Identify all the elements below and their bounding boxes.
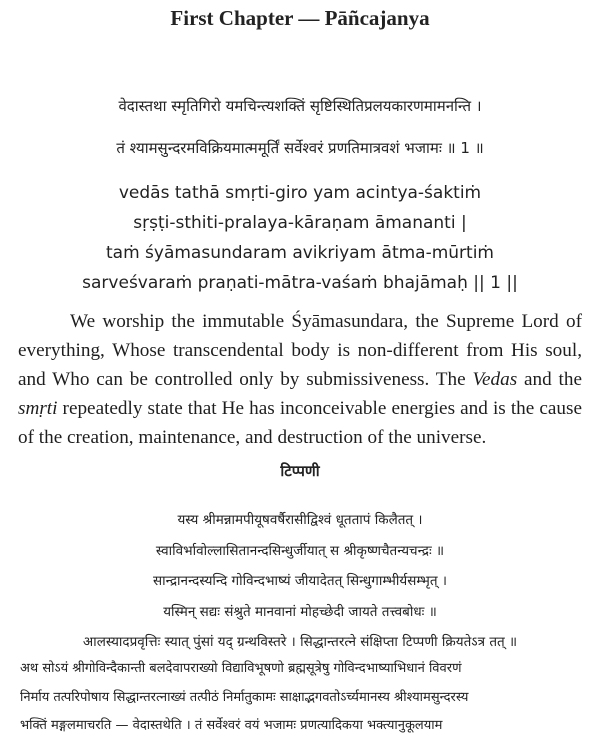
vedas-italic: Vedas	[472, 369, 518, 390]
commentary-verse-line-2: स्वाविर्भावोल्लासितानन्दसिन्धुर्जीयात् स श्रीकृष्णचैतन्यचन्द्रः ॥	[155, 542, 445, 559]
verse-translation	[18, 307, 582, 452]
commentary-verse-line-4: यस्मिन् सद्यः संश्रुते मानवानां मोहच्छेदी जायते तत्त्वबोधः ॥	[163, 603, 437, 620]
commentary-verses	[0, 505, 600, 658]
verse-transliteration	[0, 178, 600, 298]
translation-line-1: We worship the immutable Śyāmasundara, the Supreme Lord of	[70, 311, 582, 332]
commentary-heading: टिप्पणी	[280, 462, 320, 480]
commentary-verse-line-3: सान्द्रानन्दस्यन्दि गोविन्दभाष्यं जीयादेतत् सिन्धुगाम्भीर्यसम्भृत् ।	[153, 573, 447, 589]
transliteration-line-2: sṛṣṭi-sthiti-pralaya-kāraṇam āmananti |	[133, 213, 467, 233]
verse-sanskrit-line-2: तं श्यामसुन्दरमविक्रियमात्ममूर्तिं सर्वेश्वरं प्रणतिमात्रवशं भजामः ॥ 1 ॥	[116, 139, 484, 157]
verse-sanskrit-line-1: वेदास्तथा स्मृतिगिरो यमचिन्त्यशक्तिं सृष्टिस्थितिप्रलयकारणमामनन्ति ।	[118, 97, 482, 115]
commentary-prose-line-3: भक्तिं मङ्गलमाचरति — वेदास्तथेति । तं सर्वेश्वरं वयं भजामः प्रणत्यादिकया भक्त्यानुकूलयाम	[20, 718, 443, 733]
chapter-title: First Chapter — Pāñcajanya	[170, 6, 430, 30]
commentary-prose-line-1: अथ सोऽयं श्रीगोविन्दैकान्ती बलदेवापराख्यो विद्याविभूषणो ब्रह्मसूत्रेषु गोविन्दभाष्याभिधानं विवरणं	[20, 661, 462, 676]
transliteration-line-3: taṁ śyāmasundaram avikriyam ātma-mūrtiṁ	[105, 243, 494, 263]
translation-line-5: of the creation, maintenance, and destruction of the universe.	[18, 427, 487, 448]
transliteration-line-4: sarveśvaraṁ praṇati-mātra-vaśaṁ bhajāmaḥ || 1 ||	[82, 273, 518, 293]
translation-line-4: smṛti repeatedly state that He has inconceivable energies and is the cause	[18, 398, 582, 419]
commentary-prose	[20, 655, 580, 741]
translation-line-2: everything, Whose transcendental body is non-different from His soul,	[18, 340, 582, 361]
smrti-italic: smṛti	[18, 398, 58, 419]
transliteration-line-1: vedās tathā smṛti-giro yam acintya-śaktiṁ	[118, 183, 482, 203]
commentary-prose-line-2: निर्माय तत्परिपोषाय सिद्धान्तरत्नाख्यं तत्पीठं निर्मातुकामः साक्षाद्भगवतोऽर्च्यमानस्य श्रीश्यामसुन्दरस्य	[20, 689, 469, 705]
commentary-verse-line-5: आलस्यादप्रवृत्तिः स्यात् पुंसां यद् ग्रन्थविस्तरे । सिद्धान्तरत्ने संक्षिप्ता टिप्पणी क्रियतेऽत्र तत् ॥	[82, 634, 518, 650]
commentary-verse-line-1: यस्य श्रीमन्नामपीयूषवर्षैरासीद्विश्वं धूततापं किलैतत् ।	[177, 512, 423, 528]
translation-line-3: and Who can be controlled only by submissiveness. The Vedas and the	[18, 369, 582, 390]
